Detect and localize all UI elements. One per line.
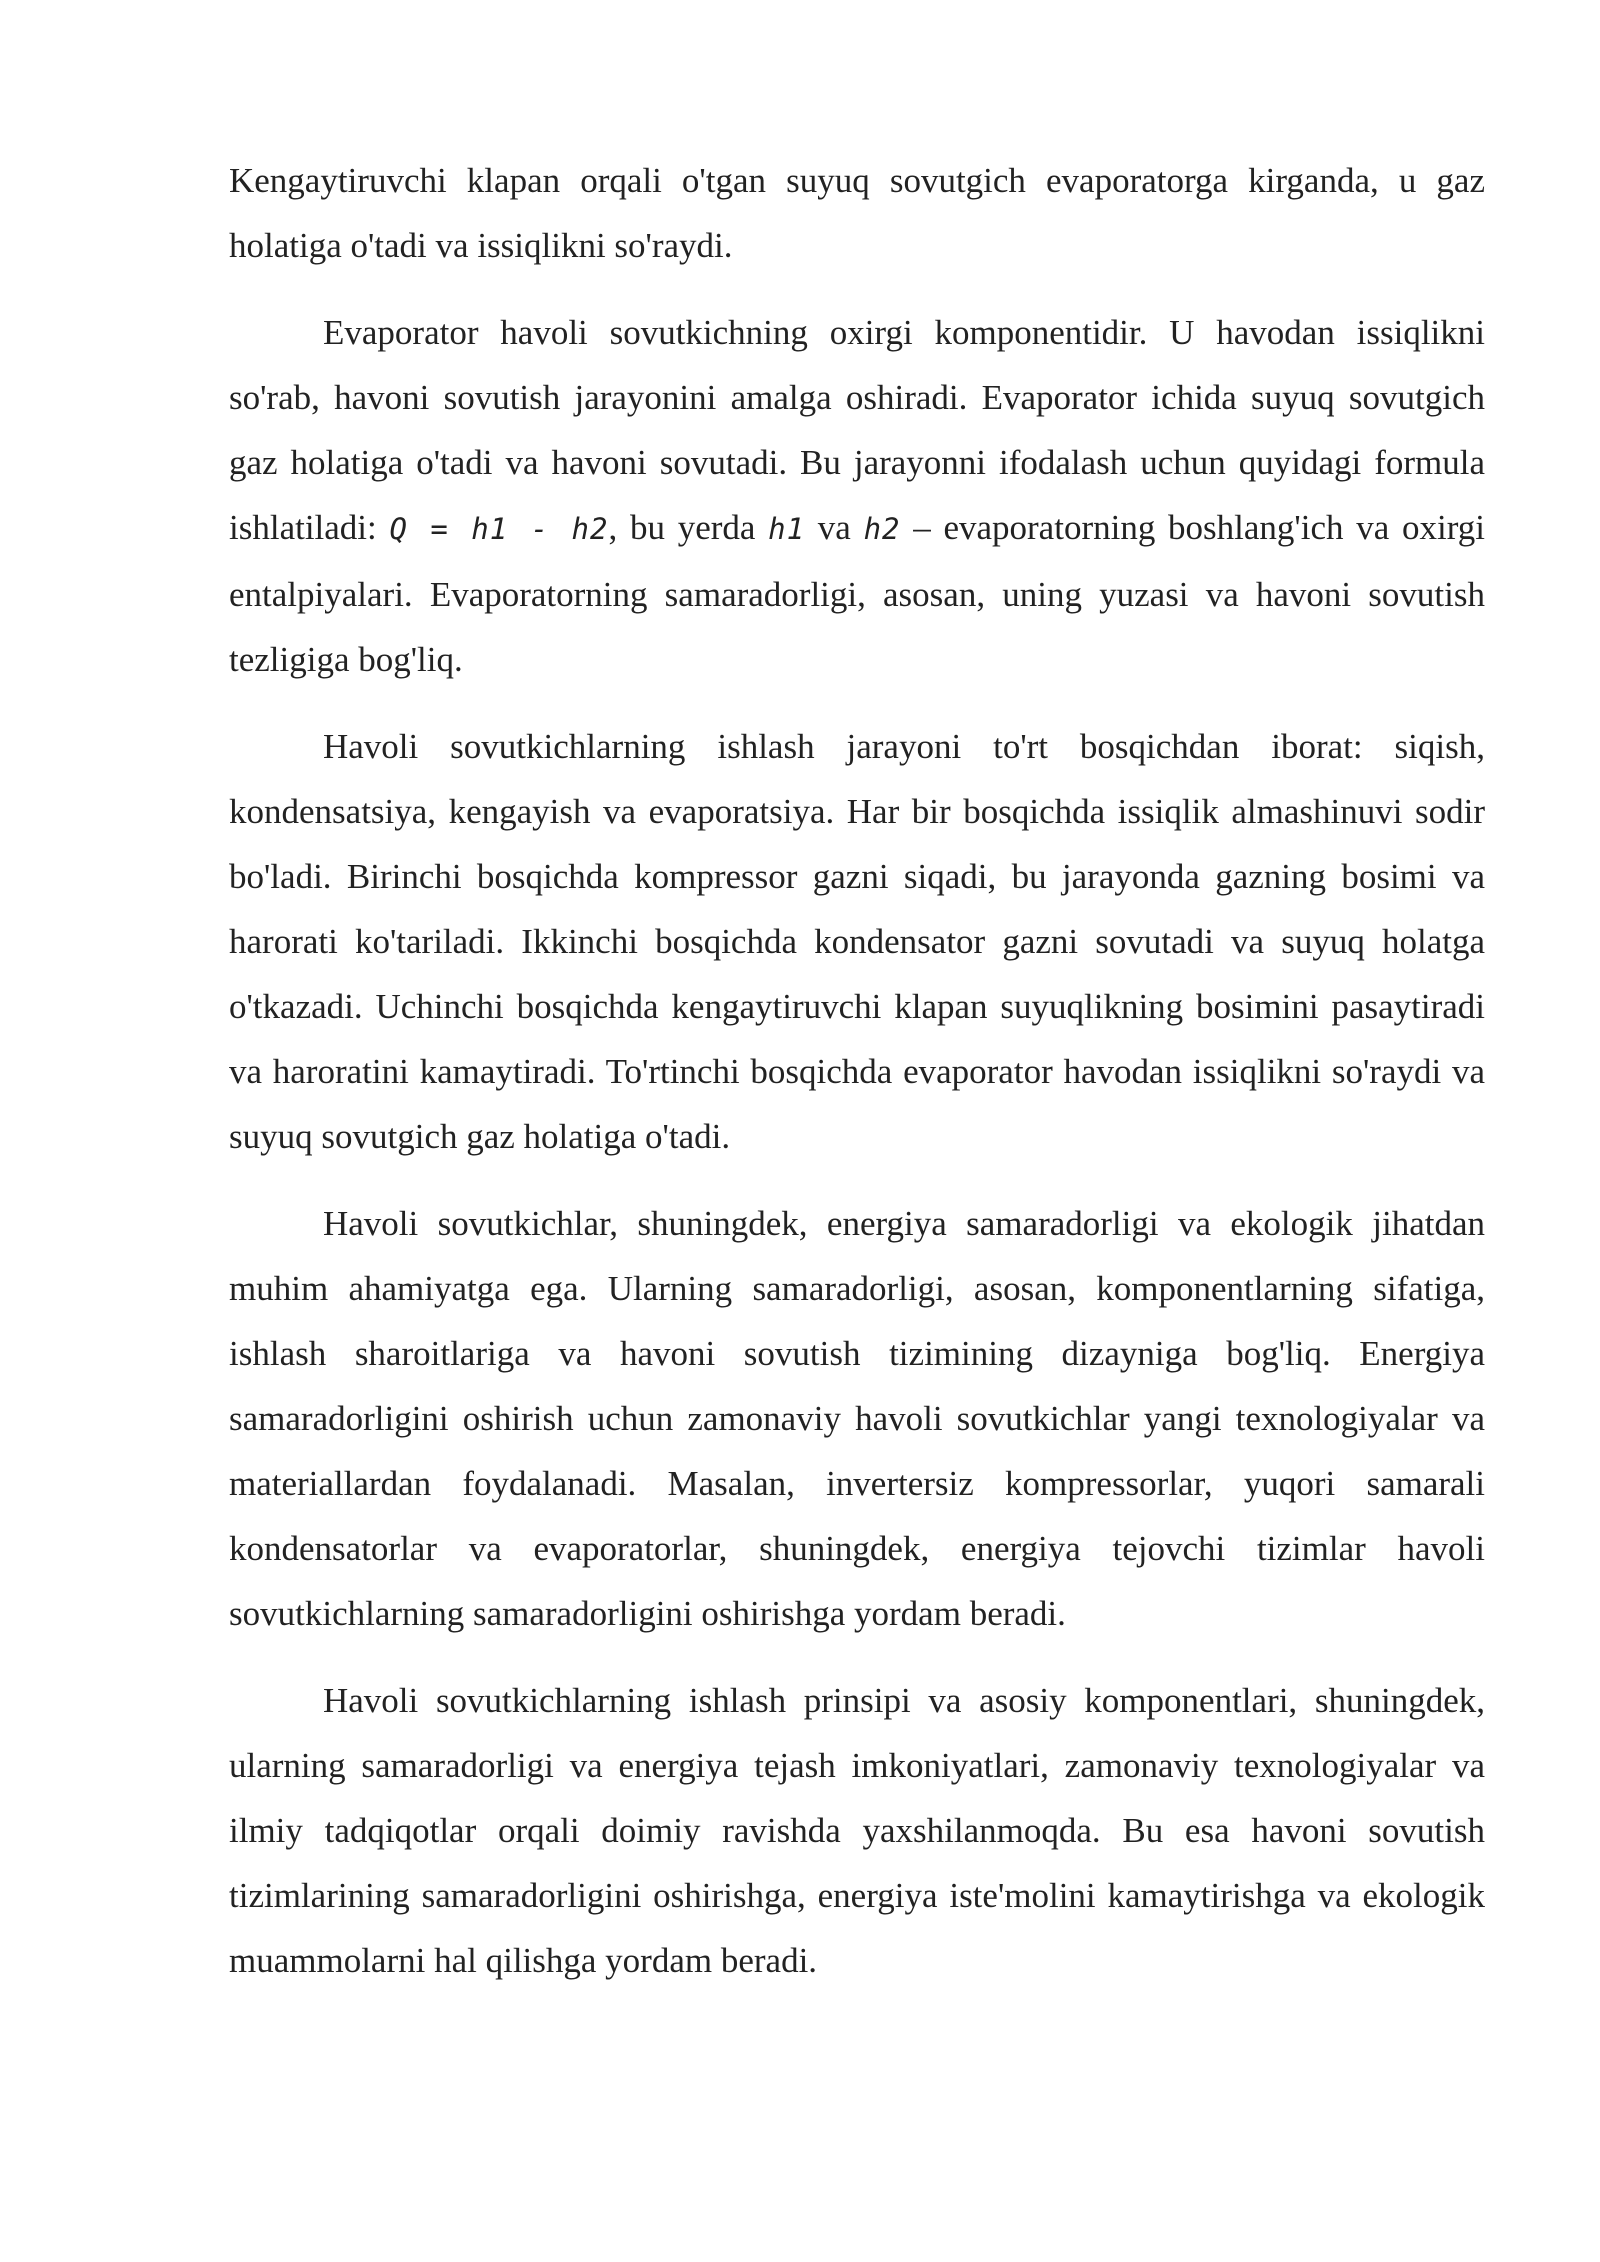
paragraph-2 xyxy=(229,300,1485,692)
paragraph-3: Havoli sovutkichlarning ishlash jarayoni to'rt bosqichdan iborat: siqish, kondensatsiya, kengayish va evaporatsiya. Har bir bosqichda issiqlik almashinuvi sodir bo'ladi. Birinchi bosqichda kompressor gazni siqadi, bu jarayonda gazning bosimi va harorati ko'tariladi. Ikkinchi bosqichda kondensator gazni sovutadi va suyuq holatga o'tkazadi. Uchinchi bosqichda kengaytiruvchi klapan suyuqlikning bosimini pasaytiradi va haroratini kamaytiradi. To'rtinchi bosqichda evaporator havodan issiqlikni so'raydi va suyuq sovutgich gaz holatiga o'tadi. xyxy=(229,727,1485,1156)
paragraph-2-conclusion: – evaporatorning boshlang'ich va oxirgi entalpiyalari. Evaporatorning samaradorligi, asosan, uning yuzasi va havoni sovutish tezligiga bog'liq. xyxy=(229,508,1485,679)
paragraph-2-connector-1: , bu yerda xyxy=(608,508,769,547)
body-text xyxy=(229,148,1485,2015)
enthalpy-formula: Q = h1 - h2 xyxy=(389,512,609,546)
h2-symbol: h2 xyxy=(863,512,901,546)
paragraph-2-connector-2: va xyxy=(805,508,864,547)
paragraph-4: Havoli sovutkichlar, shuningdek, energiya samaradorligi va ekologik jihatdan muhim ahamiyatga ega. Ularning samaradorligi, asosan, komponentlarning sifatiga, ishlash sharoitlariga va havoni sovutish tizimining dizayniga bog'liq. Energiya samaradorligini oshirish uchun zamonaviy havoli sovutkichlar yangi texnologiyalar va materiallardan foydalanadi. Masalan, invertersiz kompressorlar, yuqori samarali kondensatorlar va evaporatorlar, shuningdek, energiya tejovchi tizimlar havoli sovutkichlarning samaradorligini oshirishga yordam beradi. xyxy=(229,1204,1485,1633)
h1-symbol: h1 xyxy=(768,512,806,546)
paragraph-2-intro: Evaporator havoli sovutkichning oxirgi komponentidir. U havodan issiqlikni so'rab, havoni sovutish jarayonini amalga oshiradi. Evaporator ichida suyuq sovutgich gaz holatiga o'tadi va havoni sovutadi. Bu jarayonni ifodalash uchun quyidagi formula ishlatiladi: xyxy=(229,313,1485,547)
paragraph-5: Havoli sovutkichlarning ishlash prinsipi va asosiy komponentlari, shuningdek, ularning samaradorligi va energiya tejash imkoniyatlari, zamonaviy texnologiyalar va ilmiy tadqiqotlar orqali doimiy ravishda yaxshilanmoqda. Bu esa havoni sovutish tizimlarining samaradorligini oshirishga, energiya iste'molini kamaytirishga va ekologik muammolarni hal qilishga yordam beradi. xyxy=(229,1681,1485,1980)
paragraph-1: Kengaytiruvchi klapan orqali o'tgan suyuq sovutgich evaporatorga kirganda, u gaz holatiga o'tadi va issiqlikni so'raydi. xyxy=(229,161,1485,265)
